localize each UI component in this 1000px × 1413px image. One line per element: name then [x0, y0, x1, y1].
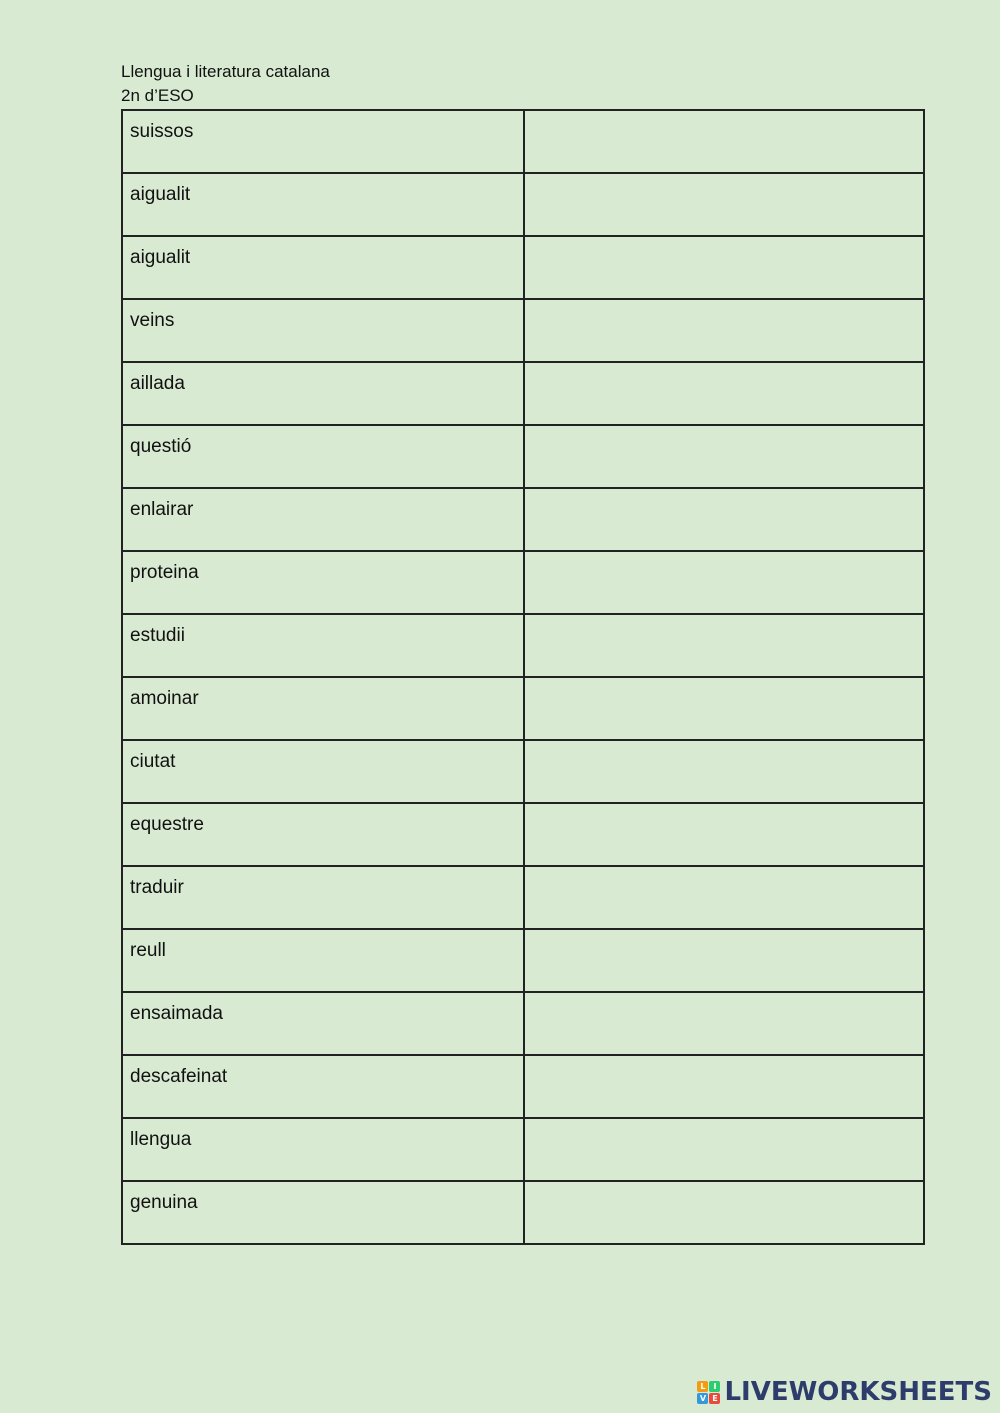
table-row — [122, 740, 924, 803]
subject-title: Llengua i literatura catalana — [121, 62, 330, 81]
word-cell — [122, 362, 524, 425]
answer-input[interactable] — [525, 678, 923, 739]
answer-input[interactable] — [525, 1182, 923, 1243]
answer-cell[interactable] — [524, 740, 924, 803]
word-cell — [122, 677, 524, 740]
table-row — [122, 677, 924, 740]
word-cell — [122, 110, 524, 173]
word-correction-table — [121, 109, 925, 1245]
word-cell — [122, 992, 524, 1055]
word-text: questió — [130, 436, 192, 457]
table-row — [122, 803, 924, 866]
answer-input[interactable] — [525, 1119, 923, 1180]
word-text: equestre — [130, 814, 204, 835]
word-text: descafeinat — [130, 1066, 228, 1087]
answer-cell[interactable] — [524, 488, 924, 551]
table-row — [122, 173, 924, 236]
word-text: genuina — [130, 1192, 198, 1213]
answer-cell[interactable] — [524, 803, 924, 866]
word-text: amoinar — [130, 688, 199, 709]
word-cell — [122, 425, 524, 488]
word-cell — [122, 173, 524, 236]
word-cell — [122, 614, 524, 677]
answer-input[interactable] — [525, 363, 923, 424]
word-cell — [122, 299, 524, 362]
answer-cell[interactable] — [524, 1118, 924, 1181]
liveworksheets-logo-icon — [697, 1381, 720, 1404]
answer-input[interactable] — [525, 1056, 923, 1117]
answer-cell[interactable] — [524, 929, 924, 992]
word-text: enlairar — [130, 499, 194, 520]
table-row — [122, 992, 924, 1055]
table-row — [122, 929, 924, 992]
answer-input[interactable] — [525, 237, 923, 298]
answer-cell[interactable] — [524, 362, 924, 425]
answer-input[interactable] — [525, 489, 923, 550]
word-text: estudii — [130, 625, 185, 646]
word-text: traduir — [130, 877, 184, 898]
word-cell — [122, 1118, 524, 1181]
word-text: proteina — [130, 562, 199, 583]
logo-letter: L — [697, 1381, 708, 1392]
table-row — [122, 866, 924, 929]
table-row — [122, 299, 924, 362]
logo-wordmark: LIVEWORKSHEETS — [724, 1377, 992, 1407]
answer-cell[interactable] — [524, 866, 924, 929]
liveworksheets-logo — [697, 1377, 992, 1407]
word-text: veins — [130, 310, 175, 331]
word-text: ciutat — [130, 751, 176, 772]
answer-cell[interactable] — [524, 1055, 924, 1118]
word-cell — [122, 1055, 524, 1118]
answer-input[interactable] — [525, 930, 923, 991]
table-row — [122, 110, 924, 173]
answer-cell[interactable] — [524, 551, 924, 614]
word-cell — [122, 551, 524, 614]
word-cell — [122, 866, 524, 929]
word-text: aigualit — [130, 184, 191, 205]
table-row — [122, 614, 924, 677]
table-row — [122, 1055, 924, 1118]
answer-cell[interactable] — [524, 677, 924, 740]
word-cell — [122, 803, 524, 866]
word-text: aillada — [130, 373, 185, 394]
word-cell — [122, 236, 524, 299]
word-cell — [122, 740, 524, 803]
answer-input[interactable] — [525, 867, 923, 928]
answer-cell[interactable] — [524, 299, 924, 362]
course-label: 2n d’ESO — [121, 86, 194, 105]
table-row — [122, 236, 924, 299]
logo-letter: I — [709, 1381, 720, 1392]
word-text: reull — [130, 940, 166, 961]
answer-input[interactable] — [525, 741, 923, 802]
answer-input[interactable] — [525, 426, 923, 487]
answer-input[interactable] — [525, 300, 923, 361]
word-text: llengua — [130, 1129, 192, 1150]
word-cell — [122, 1181, 524, 1244]
answer-input[interactable] — [525, 804, 923, 865]
word-text: aigualit — [130, 247, 191, 268]
word-cell — [122, 929, 524, 992]
answer-cell[interactable] — [524, 614, 924, 677]
answer-input[interactable] — [525, 615, 923, 676]
answer-cell[interactable] — [524, 236, 924, 299]
answer-input[interactable] — [525, 993, 923, 1054]
table-row — [122, 425, 924, 488]
answer-cell[interactable] — [524, 992, 924, 1055]
answer-input[interactable] — [525, 552, 923, 613]
word-text: suissos — [130, 121, 194, 142]
answer-input[interactable] — [525, 111, 923, 172]
logo-letter: E — [709, 1393, 720, 1404]
word-text: ensaimada — [130, 1003, 223, 1024]
worksheet-header — [121, 60, 330, 108]
table-row — [122, 362, 924, 425]
answer-cell[interactable] — [524, 425, 924, 488]
word-cell — [122, 488, 524, 551]
answer-cell[interactable] — [524, 1181, 924, 1244]
table-row — [122, 1118, 924, 1181]
logo-letter: V — [697, 1393, 708, 1404]
answer-input[interactable] — [525, 174, 923, 235]
answer-cell[interactable] — [524, 110, 924, 173]
table-row — [122, 1181, 924, 1244]
table-row — [122, 551, 924, 614]
answer-cell[interactable] — [524, 173, 924, 236]
table-row — [122, 488, 924, 551]
